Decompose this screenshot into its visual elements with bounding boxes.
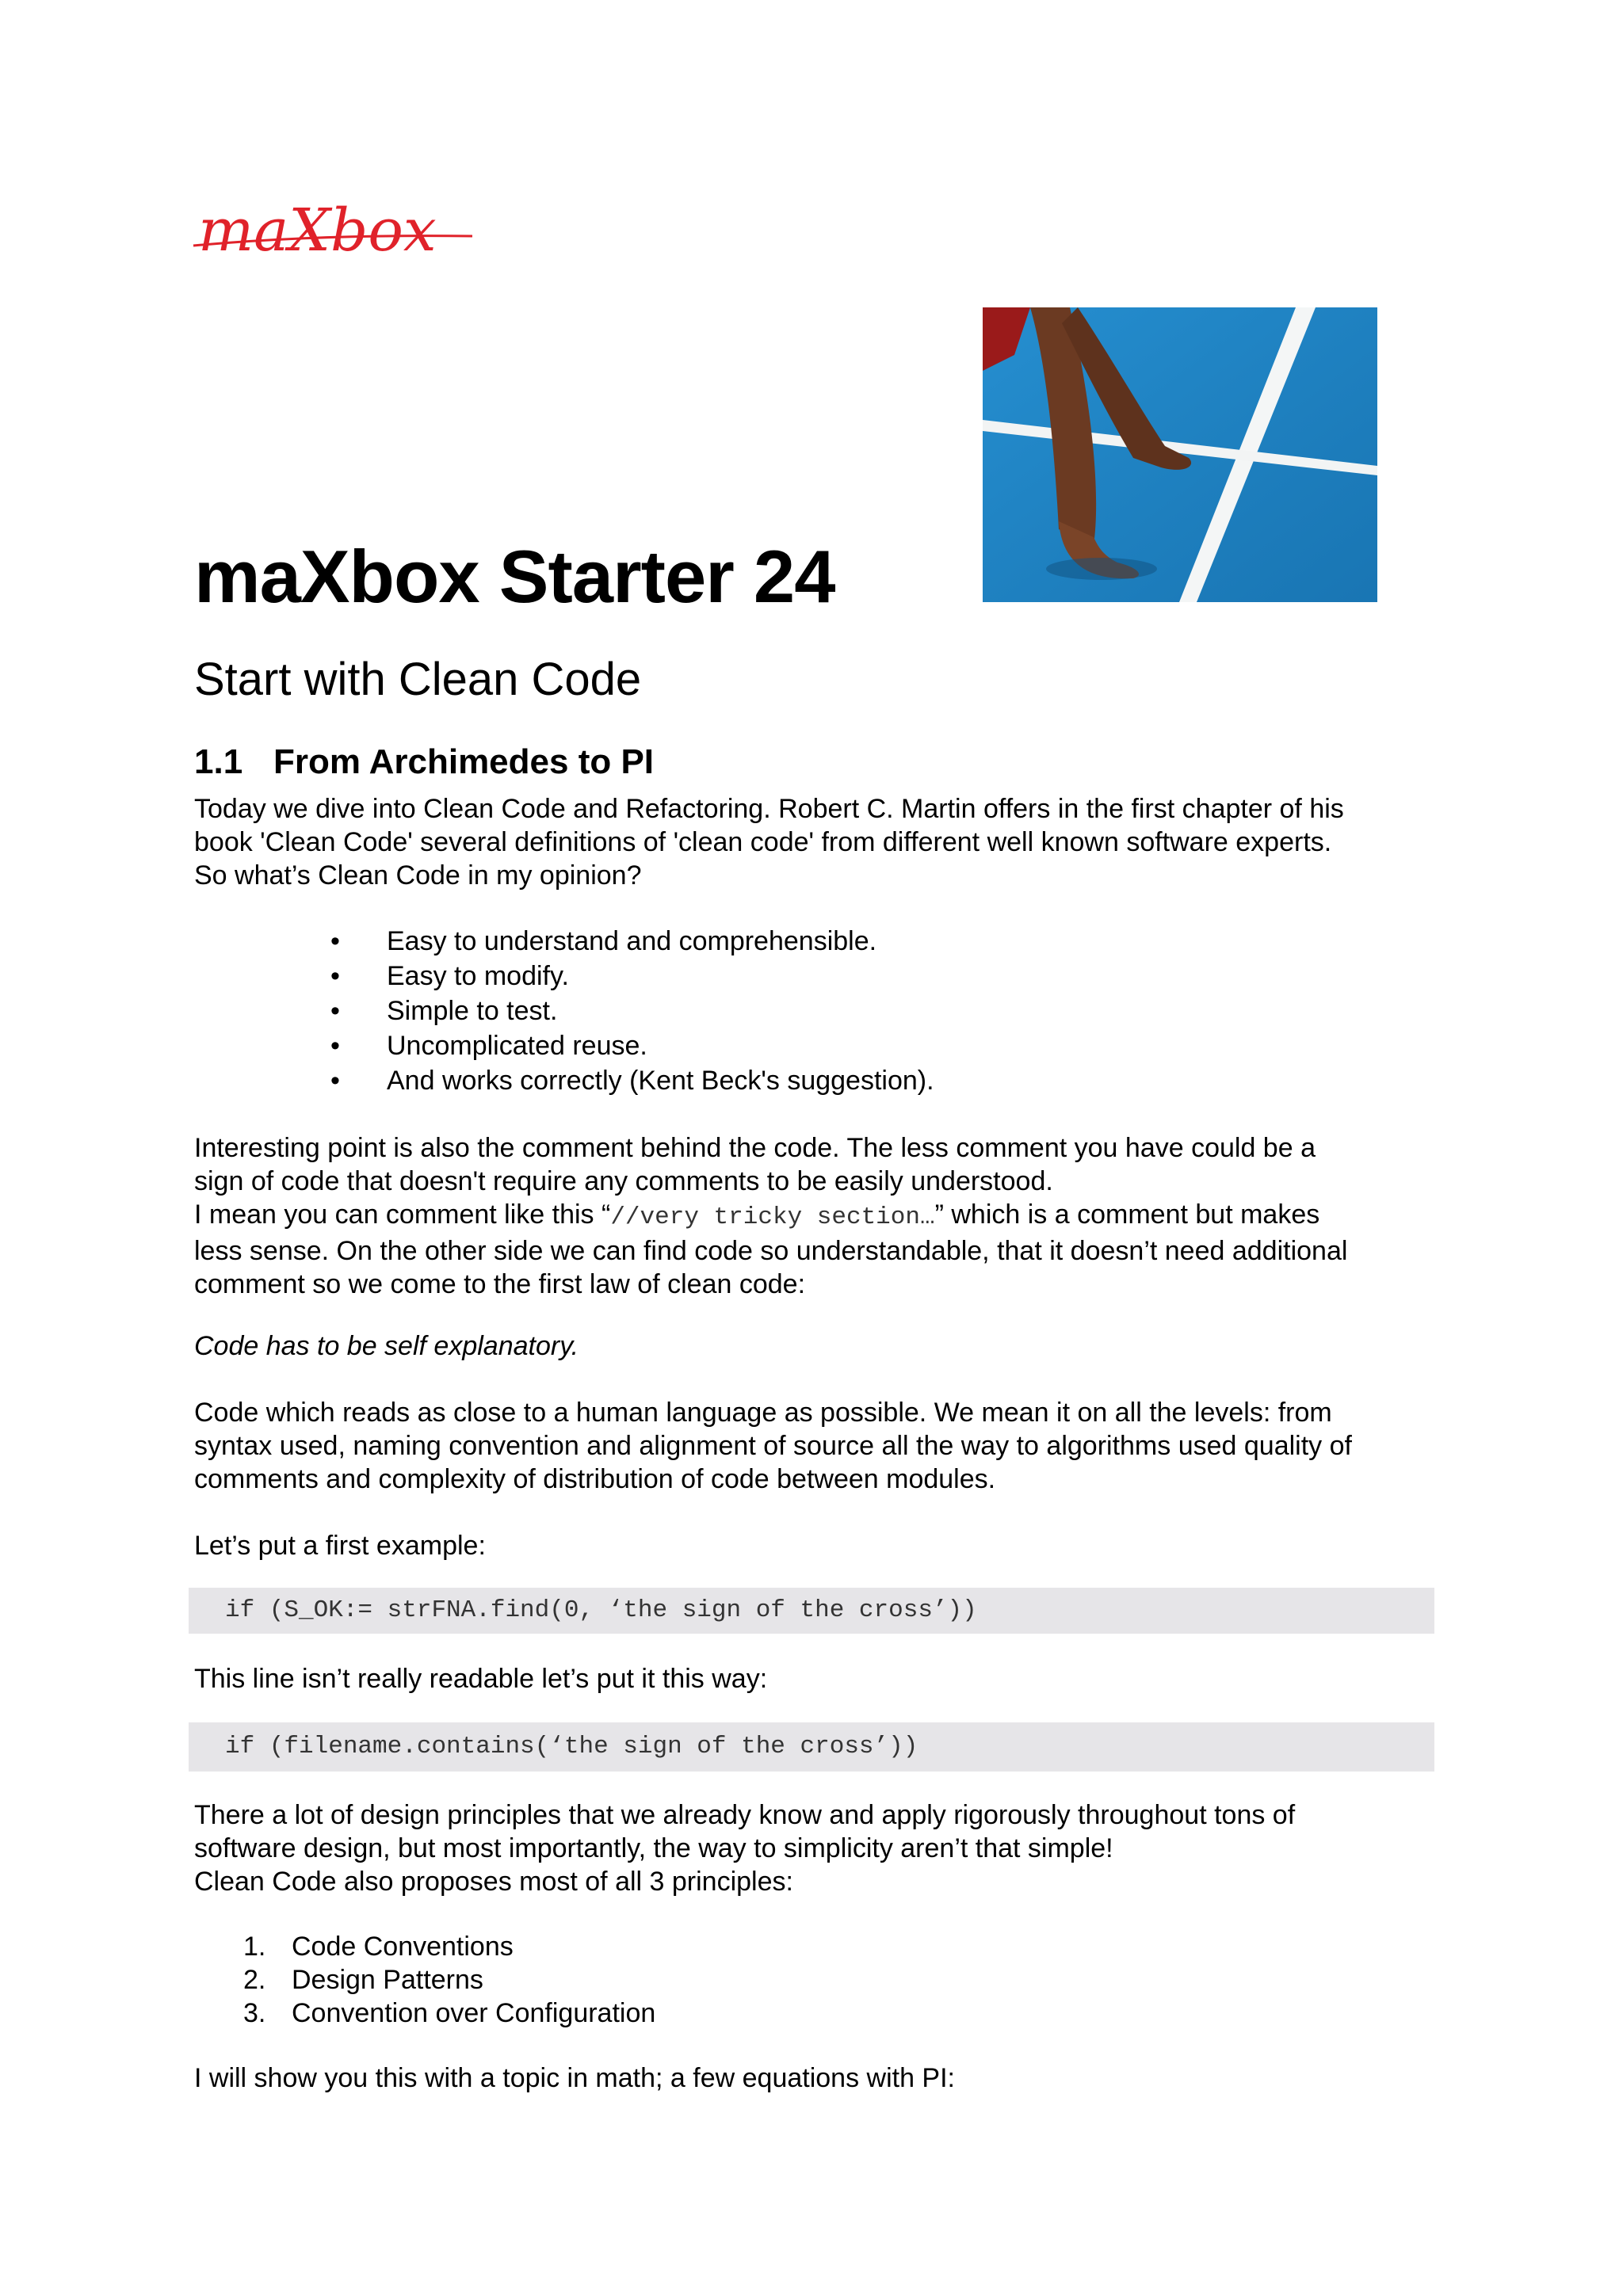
section-number: 1.1 [194, 742, 243, 781]
paragraph-line: syntax used, naming convention and alignment of source all the way to algorithms used quality of [194, 1431, 1352, 1461]
sprinter-start-photo-icon [983, 307, 1377, 602]
code-example-1: if (S_OK:= strFNA.find(0, ‘the sign of the cross’)) [189, 1588, 1434, 1634]
comment-line: sign of code that doesn't require any comments to be easily understood. [194, 1166, 1053, 1196]
comment-paragraph [194, 1131, 1347, 1301]
comment-line: Interesting point is also the comment behind the code. The less comment you have could be a [194, 1133, 1316, 1163]
bullet-icon: • [330, 1031, 340, 1061]
principles-paragraph [194, 1798, 1295, 1898]
bullet-item [194, 994, 934, 1028]
page-subtitle: Start with Clean Code [194, 654, 642, 705]
maxbox-logo [190, 189, 475, 276]
principle-number: 2. [243, 1965, 266, 1995]
bullet-icon: • [330, 1066, 340, 1096]
principle-item [194, 1963, 655, 1997]
bullet-text: Easy to understand and comprehensible. [387, 926, 877, 956]
intro-line: book 'Clean Code' several definitions of 'clean code' from different well known software experts. [194, 827, 1332, 857]
readable-intro: This line isn’t really readable let’s put it this way: [194, 1664, 768, 1694]
bullet-text: And works correctly (Kent Beck's suggestion). [387, 1066, 934, 1096]
bullet-icon: • [330, 996, 340, 1026]
comment-text: ” which is a comment but makes [934, 1199, 1320, 1230]
bullet-icon: • [330, 961, 340, 991]
paragraph-line: Clean Code also proposes most of all 3 principles: [194, 1867, 793, 1897]
paragraph-line: software design, but most importantly, the way to simplicity aren’t that simple! [194, 1833, 1113, 1863]
bullet-item [194, 959, 934, 994]
paragraph-line: comments and complexity of distribution of code between modules. [194, 1464, 996, 1494]
principle-item [194, 1997, 655, 2030]
principles-list [194, 1930, 655, 2030]
intro-paragraph [194, 792, 1344, 892]
bullet-icon: • [330, 926, 340, 956]
paragraph-line: Code which reads as close to a human language as possible. We mean it on all the levels: from [194, 1398, 1332, 1428]
section-title: From Archimedes to PI [273, 742, 655, 781]
bullet-text: Simple to test. [387, 996, 558, 1026]
principle-label: Code Conventions [292, 1932, 514, 1962]
section-heading [194, 737, 654, 788]
comment-line: less sense. On the other side we can find code so understandable, that it doesn’t need additional [194, 1236, 1348, 1266]
principle-label: Convention over Configuration [292, 1998, 656, 2028]
comment-line: comment so we come to the first law of clean code: [194, 1269, 806, 1299]
logo-text: maXbox [198, 196, 437, 265]
example-intro: Let’s put a first example: [194, 1531, 486, 1561]
principle-number: 1. [243, 1932, 266, 1962]
closing-line: I will show you this with a topic in math; a few equations with PI: [194, 2063, 956, 2093]
intro-line: So what’s Clean Code in my opinion? [194, 860, 642, 891]
inline-code: //very tricky section… [610, 1203, 935, 1231]
comment-text: I mean you can comment like this “ [194, 1199, 611, 1230]
principle-number: 3. [243, 1998, 266, 2028]
principle-item [194, 1930, 655, 1963]
page-title: maXbox Starter 24 [194, 535, 835, 618]
first-law: Code has to be self explanatory. [194, 1331, 579, 1361]
bullet-item [194, 924, 934, 959]
code-example-2: if (filename.contains(‘the sign of the cross’)) [189, 1722, 1434, 1772]
bullet-text: Easy to modify. [387, 961, 569, 991]
intro-line: Today we dive into Clean Code and Refactoring. Robert C. Martin offers in the first chapter of his [194, 794, 1344, 824]
paragraph-line: There a lot of design principles that we already know and apply rigorously throughout tons of [194, 1800, 1296, 1830]
clean-code-bullet-list [194, 924, 934, 1098]
human-language-paragraph [194, 1396, 1352, 1496]
principle-label: Design Patterns [292, 1965, 483, 1995]
comment-line-with-code [194, 1198, 1347, 1234]
bullet-item [194, 1063, 934, 1098]
bullet-text: Uncomplicated reuse. [387, 1031, 647, 1061]
bullet-item [194, 1028, 934, 1063]
